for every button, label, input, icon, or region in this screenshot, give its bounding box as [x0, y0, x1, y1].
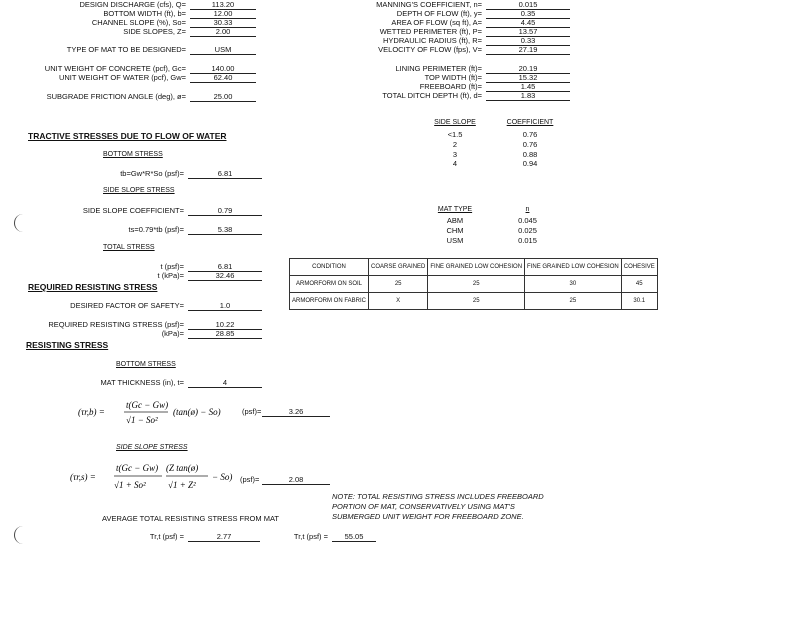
channel-slope-value: 30.33	[190, 18, 256, 28]
condition-cell: ARMORFORM ON SOIL	[290, 276, 369, 293]
side-slope-cell: 4	[452, 159, 458, 168]
formula-denominator-glyph: √1 + So²	[114, 480, 146, 490]
freeboard-value: 1.45	[486, 82, 570, 92]
mat-thickness-label: MAT THICKNESS (in), t=	[100, 378, 184, 387]
concrete-weight-value: 140.00	[190, 64, 256, 74]
formula-lhs-glyph: (τr,s) =	[70, 472, 96, 482]
bottom-stress-value: 6.81	[188, 169, 262, 179]
condition-cell: ARMORFORM ON FABRIC	[290, 293, 369, 310]
cohesive-header: COHESIVE	[621, 259, 657, 276]
mat-thickness-value: 4	[188, 378, 262, 388]
side-stress-formula	[68, 458, 248, 498]
average-resisting-label: AVERAGE TOTAL RESISTING STRESS FROM MAT	[102, 514, 279, 523]
cohesive-cell: 45	[621, 276, 657, 293]
total-stress-subheading: TOTAL STRESS	[103, 244, 155, 251]
coefficient-col-header: COEFFICIENT	[506, 119, 554, 126]
water-weight-value: 62.40	[190, 73, 256, 83]
depth-label: DEPTH OF FLOW (ft), y=	[396, 9, 482, 18]
lining-perimeter-value: 20.19	[486, 64, 570, 74]
tr-psf-value: 2.77	[188, 532, 260, 542]
bottom-width-value: 12.00	[190, 9, 256, 19]
wetted-perimeter-label: WETTED PERIMETER (ft), P=	[379, 27, 482, 36]
note-line-3: SUBMERGED UNIT WEIGHT FOR FREEBOARD ZONE.	[332, 512, 524, 521]
fine2-cell: 25	[525, 293, 622, 310]
formula-tail-glyph: − So)	[212, 472, 233, 482]
side-coef-value: 0.79	[188, 206, 262, 216]
total-kpa-label: t (kPa)=	[157, 271, 184, 280]
margin-bracket-mark	[14, 214, 23, 232]
resisting-bottom-subheading: BOTTOM STRESS	[116, 361, 176, 368]
wetted-perimeter-value: 13.57	[486, 27, 570, 37]
n-col-header: n	[525, 206, 530, 213]
side-slope-cell: <1.5	[447, 130, 463, 139]
fine1-cell: 25	[428, 276, 525, 293]
fine-header-2: FINE GRAINED LOW COHESION	[525, 259, 622, 276]
coarse-header: COARSE GRAINED	[369, 259, 428, 276]
formula-tail-glyph: (tan(ø) − So)	[173, 407, 221, 417]
n-cell: 0.025	[518, 226, 537, 235]
friction-angle-value: 25.00	[190, 92, 256, 102]
bottom-stress-subheading: BOTTOM STRESS	[103, 151, 163, 158]
channel-slope-label: CHANNEL SLOPE (%), So=	[91, 18, 186, 27]
condition-table	[289, 258, 658, 310]
total-psf-value: 6.81	[188, 262, 262, 272]
area-label: AREA OF FLOW (sq ft), A=	[391, 18, 482, 27]
coarse-cell: X	[369, 293, 428, 310]
required-kpa-label: (kPa)=	[161, 329, 184, 338]
mat-type-label: TYPE OF MAT TO BE DESIGNED=	[66, 45, 186, 54]
manning-label: MANNING'S COEFFICIENT, n=	[376, 0, 482, 9]
velocity-label: VELOCITY OF FLOW (fps), V=	[378, 45, 482, 54]
n-cell: 0.015	[518, 236, 537, 245]
side-slope-cell: 3	[452, 150, 458, 159]
area-value: 4.45	[486, 18, 570, 28]
total-kpa-value: 32.46	[188, 271, 262, 281]
side-stress-value: 5.38	[188, 225, 262, 235]
concrete-weight-label: UNIT WEIGHT OF CONCRETE (pcf), Gc=	[44, 64, 186, 73]
coefficient-cell: 0.94	[522, 159, 538, 168]
top-width-label: TOP WIDTH (ft)=	[424, 73, 482, 82]
tr-psf-label: Tr,t (psf) =	[149, 532, 184, 541]
mat-type-cell: USM	[446, 236, 464, 245]
total-depth-label: TOTAL DITCH DEPTH (ft), d=	[382, 91, 482, 100]
freeboard-label: FREEBOARD (ft)=	[419, 82, 482, 91]
cohesive-cell: 30.1	[621, 293, 657, 310]
formula-numerator-glyph: t(Gc − Gw)	[116, 463, 159, 473]
fine2-cell: 30	[525, 276, 622, 293]
required-kpa-value: 28.85	[188, 329, 262, 339]
tr-kpa-value: 55.05	[332, 532, 376, 542]
total-psf-label: t (psf)=	[160, 262, 184, 271]
bottom-stress-eq: tb=Gw*R*So (psf)=	[120, 169, 184, 178]
bottom-width-label: BOTTOM WIDTH (ft), b=	[103, 9, 186, 18]
resisting-side-value: 2.08	[262, 475, 330, 485]
discharge-value: 113.20	[190, 0, 256, 10]
mat-type-cell: ABM	[446, 216, 464, 225]
mat-type-cell: CHM	[446, 226, 464, 235]
formula-numerator-glyph: t(Gc − Gw)	[126, 400, 169, 410]
formula-inner-denominator-glyph: √1 + Z²	[168, 480, 196, 490]
resisting-bottom-value: 3.26	[262, 407, 330, 417]
side-stress-eq: ts=0.79*tb (psf)=	[128, 225, 184, 234]
safety-factor-value: 1.0	[188, 301, 262, 311]
side-slope-stress-subheading: SIDE SLOPE STRESS	[103, 187, 175, 194]
condition-header: CONDITION	[290, 259, 369, 276]
formula-inner-numerator-glyph: (Z tan(ø)	[166, 463, 199, 473]
formula-denominator-glyph: √1 − So²	[126, 415, 158, 425]
side-coef-label: SIDE SLOPE COEFFICIENT=	[82, 206, 184, 215]
coefficient-cell: 0.76	[522, 140, 538, 149]
required-stress-value: 10.22	[188, 320, 262, 330]
fine1-cell: 25	[428, 293, 525, 310]
resisting-side-subheading: SIDE SLOPE STRESS	[116, 444, 188, 451]
fine-header-1: FINE GRAINED LOW COHESION	[428, 259, 525, 276]
hydraulic-radius-value: 0.33	[486, 36, 570, 46]
bottom-stress-unit: (psf)=	[242, 407, 262, 416]
lining-perimeter-label: LINING PERIMETER (ft)=	[395, 64, 482, 73]
side-slopes-value: 2.00	[190, 27, 256, 37]
coefficient-cell: 0.88	[522, 150, 538, 159]
hydraulic-radius-label: HYDRAULIC RADIUS (ft), R=	[383, 36, 482, 45]
top-width-value: 15.32	[486, 73, 570, 83]
mat-type-col-header: MAT TYPE	[437, 206, 473, 213]
resisting-heading: RESISTING STRESS	[26, 340, 109, 350]
required-heading: REQUIRED RESISTING STRESS	[28, 282, 158, 292]
mat-type-value: USM	[190, 45, 256, 55]
water-weight-label: UNIT WEIGHT OF WATER (pcf), Gw=	[58, 73, 186, 82]
velocity-value: 27.19	[486, 45, 570, 55]
discharge-label: DESIGN DISCHARGE (cfs), Q=	[79, 0, 186, 9]
safety-factor-label: DESIRED FACTOR OF SAFETY=	[70, 301, 184, 310]
formula-lhs-glyph: (τr,b) =	[78, 407, 105, 417]
depth-value: 0.35	[486, 9, 570, 19]
side-slope-col-header: SIDE SLOPE	[434, 119, 476, 126]
bottom-stress-formula	[76, 395, 262, 431]
coarse-cell: 25	[369, 276, 428, 293]
tr-kpa-label: Tr,t (psf) =	[293, 532, 328, 541]
friction-angle-label: SUBGRADE FRICTION ANGLE (deg), ø=	[46, 92, 186, 101]
note-line-1: NOTE: TOTAL RESISTING STRESS INCLUDES FREEBOARD	[332, 492, 544, 501]
note-line-2: PORTION OF MAT, CONSERVATIVELY USING MAT'S	[332, 502, 515, 511]
margin-bracket-mark	[14, 526, 23, 544]
coefficient-cell: 0.76	[522, 130, 538, 139]
total-depth-value: 1.83	[486, 91, 570, 101]
side-slopes-label: SIDE SLOPES, Z=	[123, 27, 186, 36]
side-slope-cell: 2	[452, 140, 458, 149]
manning-value: 0.015	[486, 0, 570, 10]
n-cell: 0.045	[518, 216, 537, 225]
required-stress-label: REQUIRED RESISTING STRESS (psf)=	[48, 320, 184, 329]
side-stress-unit: (psf)=	[240, 475, 260, 484]
tractive-heading: TRACTIVE STRESSES DUE TO FLOW OF WATER	[28, 131, 227, 141]
